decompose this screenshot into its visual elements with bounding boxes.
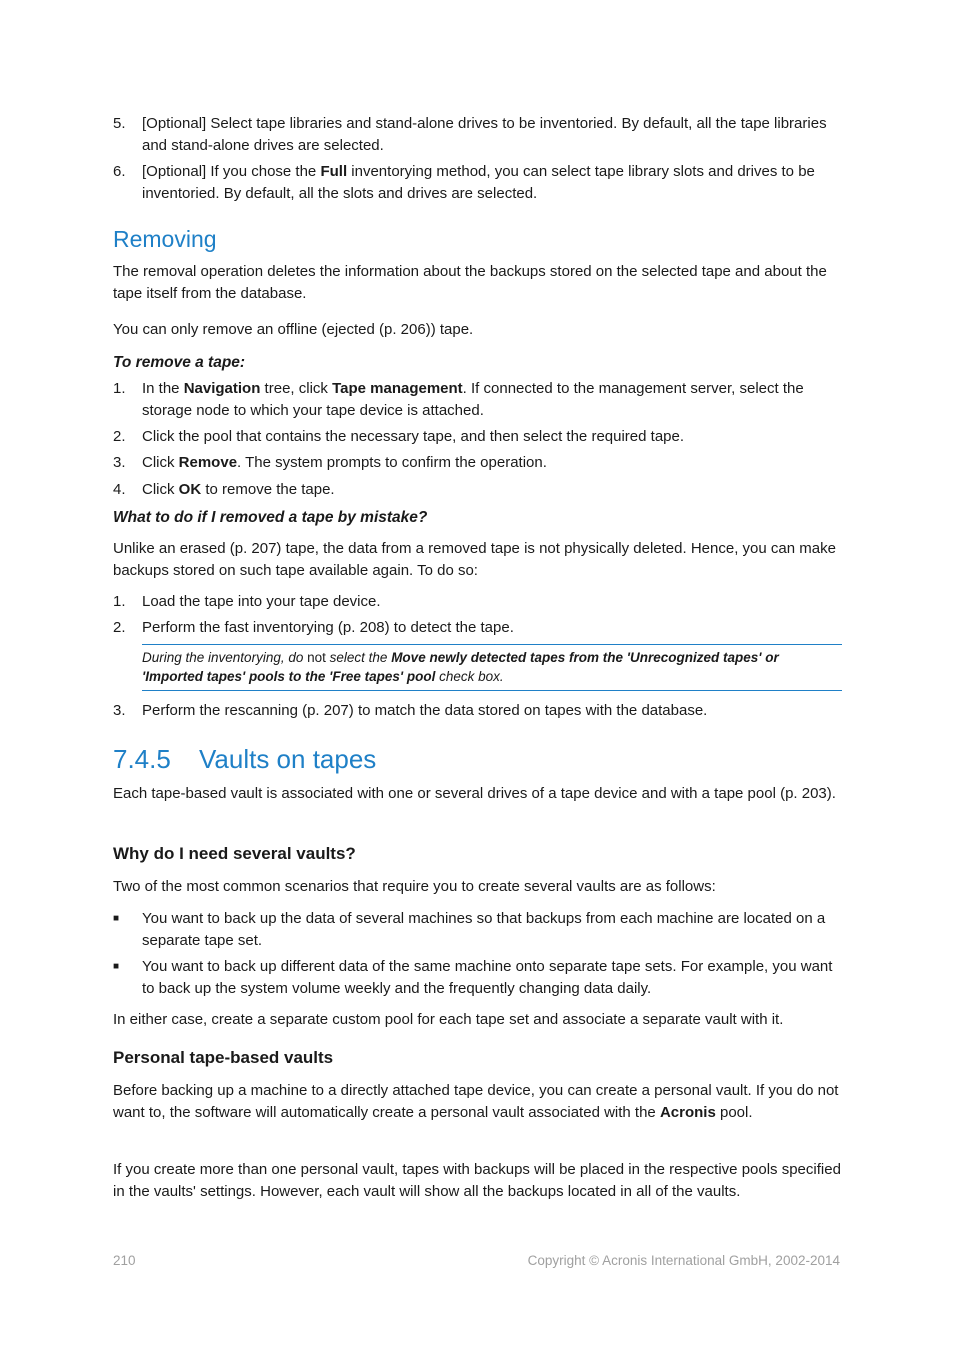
subheading-personal: Personal tape-based vaults [113,1048,334,1067]
list-text: [Optional] Select tape libraries and stand-alone drives to be inventoried. By default, all the tape libraries and stand-alone drives are selected. [142,115,827,154]
list-number: 6. [113,163,126,180]
square-bullet-icon: ■ [113,913,120,924]
list-number: 1. [113,593,126,610]
list-number: 4. [113,481,126,498]
paragraph: Each tape-based vault is associated with one or several drives of a tape device and with a tape pool (p. 203). [113,785,836,802]
paragraph: If you create more than one personal vault, tapes with backups will be placed in the respective pools specified in the vaults' settings. However, each vault will show all the backups located in all of the vaults. [113,1161,841,1200]
paragraph: The removal operation deletes the information about the backups stored on the selected tape and about the tape itself from the database. [113,263,827,302]
chapter-heading-vaults: 7.4.5 Vaults on tapes [113,744,377,774]
list-text: Click the pool that contains the necessary tape, and then select the required tape. [142,428,685,445]
bullet-text: You want to back up different data of the same machine onto separate tape sets. For example, you want to back up the system volume weekly and the frequently changing data daily. [142,958,833,997]
page-number: 210 [113,1253,136,1268]
list-number: 3. [113,454,126,471]
square-bullet-icon: ■ [113,961,120,972]
list-number: 3. [113,702,126,719]
paragraph: You can only remove an offline (ejected (p. 206)) tape. [113,321,474,338]
list-text: [Optional] If you chose the Full inventorying method, you can select tape library slots and drives to be inventoried. By default, all the slots and drives are selected. [142,163,815,202]
list-text: Load the tape into your tape device. [142,593,381,610]
subheading-why: Why do I need several vaults? [113,844,356,863]
paragraph: Before backing up a machine to a directly attached tape device, you can create a personal vault. If you do not want to, the software will automatically create a personal vault associated with the Acronis pool. [113,1082,839,1121]
list-text: Perform the rescanning (p. 207) to match the data stored on tapes with the database. [142,702,708,719]
list-number: 2. [113,619,126,636]
bullet-text: You want to back up the data of several machines so that backups from each machine are located on a separate tape set. [142,910,826,949]
list-number: 5. [113,115,126,132]
list-number: 2. [113,428,126,445]
list-text: Perform the fast inventorying (p. 208) to detect the tape. [142,619,514,636]
paragraph: In either case, create a separate custom pool for each tape set and associate a separate vault with it. [113,1011,784,1028]
section-heading-removing: Removing [113,226,217,252]
copyright: Copyright © Acronis International GmbH, 2002-2014 [527,1253,840,1268]
note-box: During the inventorying, do not select the Move newly detected tapes from the 'Unrecognized tapes' or 'Imported tapes' pools to the 'Free tapes' pool check box. [142,644,842,691]
procedure-title: To remove a tape: [113,354,246,371]
list-number: 1. [113,380,126,397]
paragraph: Unlike an erased (p. 207) tape, the data from a removed tape is not physically deleted. Hence, you can make backups stored on such tape available again. To do so: [113,540,836,579]
paragraph: Two of the most common scenarios that require you to create several vaults are as follows: [113,878,716,895]
list-text: In the Navigation tree, click Tape management. If connected to the management server, select the storage node to which your tape device is attached. [142,380,804,419]
procedure-title: What to do if I removed a tape by mistake? [113,509,428,526]
list-text: Click Remove. The system prompts to confirm the operation. [142,454,547,471]
list-text: Click OK to remove the tape. [142,481,335,498]
